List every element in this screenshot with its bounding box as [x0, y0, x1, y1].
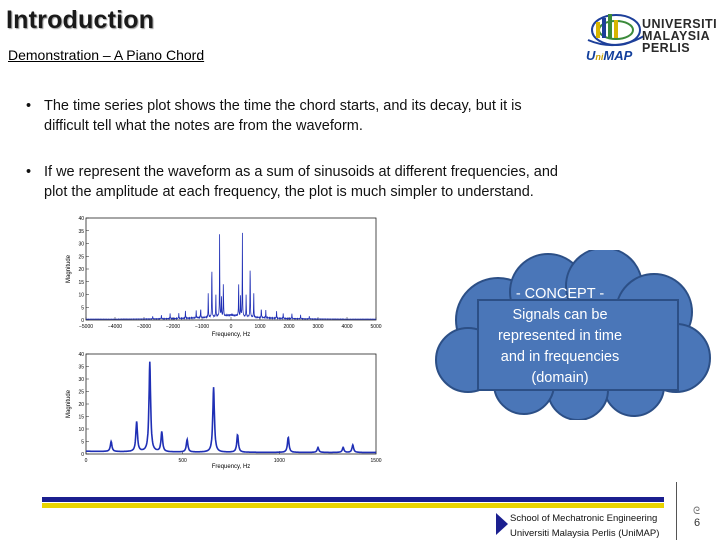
y-tick-label: 40: [78, 216, 84, 222]
x-tick-label: −1000: [194, 324, 210, 330]
logo-emblem-icon: [584, 10, 644, 52]
bullet-item: [26, 96, 626, 138]
plot-ylabel: Magnitude: [66, 254, 72, 284]
one-sided-spectrum-plot: [60, 348, 390, 472]
slide-subtitle: Demonstration – A Piano Chord: [8, 47, 205, 63]
logo-line-malaysia: MALAYSIA: [642, 29, 711, 43]
x-tick-label: 1000: [273, 458, 285, 464]
cloud-line: - CONCEPT -: [515, 286, 605, 302]
footer-bar-yellow: [42, 503, 664, 508]
page-swirl-icon: ᘓ: [693, 506, 701, 517]
footer-bar-blue: [42, 497, 664, 502]
footer-institution: [510, 511, 659, 541]
cloud-line: and in frequencies: [500, 349, 620, 365]
bullet-line: difficult tell what the notes are from the waveform.: [44, 118, 363, 134]
y-tick-label: 20: [78, 402, 84, 408]
bullet-line: If we represent the waveform as a sum of sinusoids at different frequencies, and: [44, 164, 558, 180]
unimap-wordmark: [586, 48, 632, 63]
x-tick-label: 3000: [312, 324, 324, 330]
bullet-line: The time series plot shows the time the chord starts, and its decay, but it is: [44, 98, 522, 114]
page-number: 6: [694, 517, 701, 529]
y-tick-label: 30: [78, 241, 84, 248]
footer-divider: [676, 482, 677, 540]
y-tick-label: 25: [78, 254, 84, 261]
bullet-item: [26, 162, 666, 204]
y-tick-label: 10: [78, 427, 84, 433]
plot-frame: [86, 354, 376, 454]
footer-line: Universiti Malaysia Perlis (UniMAP): [510, 528, 660, 539]
y-tick-label: 5: [81, 439, 84, 446]
x-tick-label: 0: [84, 458, 88, 464]
x-tick-label: 1500: [370, 458, 382, 464]
y-tick-label: 40: [78, 352, 84, 358]
slide-title: Introduction: [6, 6, 155, 34]
x-tick-label: −2000: [165, 324, 181, 330]
wordmark-map: MAP: [603, 48, 633, 63]
y-tick-label: 25: [78, 389, 84, 396]
x-tick-label: 1000: [254, 324, 266, 330]
plot-xlabel: Frequency, Hz: [211, 332, 251, 338]
y-tick-label: 0: [81, 318, 84, 324]
y-tick-label: 5: [81, 305, 84, 312]
y-tick-label: 30: [78, 377, 84, 383]
logo-line-universiti: UNIVERSITI: [642, 17, 718, 31]
y-tick-label: 0: [81, 452, 84, 458]
cloud-line: Signals can be: [512, 307, 608, 323]
y-tick-label: 35: [78, 228, 84, 235]
cloud-text: [470, 284, 650, 389]
plot-frame: [86, 218, 376, 320]
two-sided-spectrum-plot: [60, 212, 390, 340]
cloud-line: represented in time: [497, 328, 623, 344]
y-tick-label: 15: [78, 279, 84, 286]
y-tick-label: 15: [78, 414, 84, 421]
footer-line: School of Mechatronic Engineering: [510, 513, 658, 524]
y-tick-label: 10: [78, 292, 84, 299]
bullet-marker: •: [26, 98, 32, 114]
x-tick-label: −5000: [78, 324, 94, 330]
y-tick-label: 35: [78, 364, 84, 371]
plot-ylabel: Magnitude: [66, 389, 72, 419]
x-tick-label: −4000: [107, 324, 123, 330]
y-tick-label: 20: [78, 267, 84, 273]
x-tick-label: 0: [229, 324, 233, 330]
cloud-line: (domain): [531, 370, 589, 386]
footer-arrow-icon: [496, 513, 508, 535]
x-tick-label: 4000: [341, 324, 353, 330]
logo-line-perlis: PERLIS: [642, 41, 691, 55]
x-tick-label: 2000: [283, 324, 295, 330]
bullet-line: plot the amplitude at each frequency, the plot is much simpler to understand.: [44, 184, 534, 200]
wordmark-ni: ni: [595, 52, 604, 62]
bullet-marker: •: [26, 164, 32, 180]
x-tick-label: −3000: [136, 324, 152, 330]
unimap-logo: [582, 4, 720, 66]
plot-xlabel: Frequency, Hz: [211, 464, 251, 470]
x-tick-label: 5000: [370, 324, 382, 330]
wordmark-u: U: [586, 48, 596, 63]
x-tick-label: 500: [178, 458, 187, 464]
